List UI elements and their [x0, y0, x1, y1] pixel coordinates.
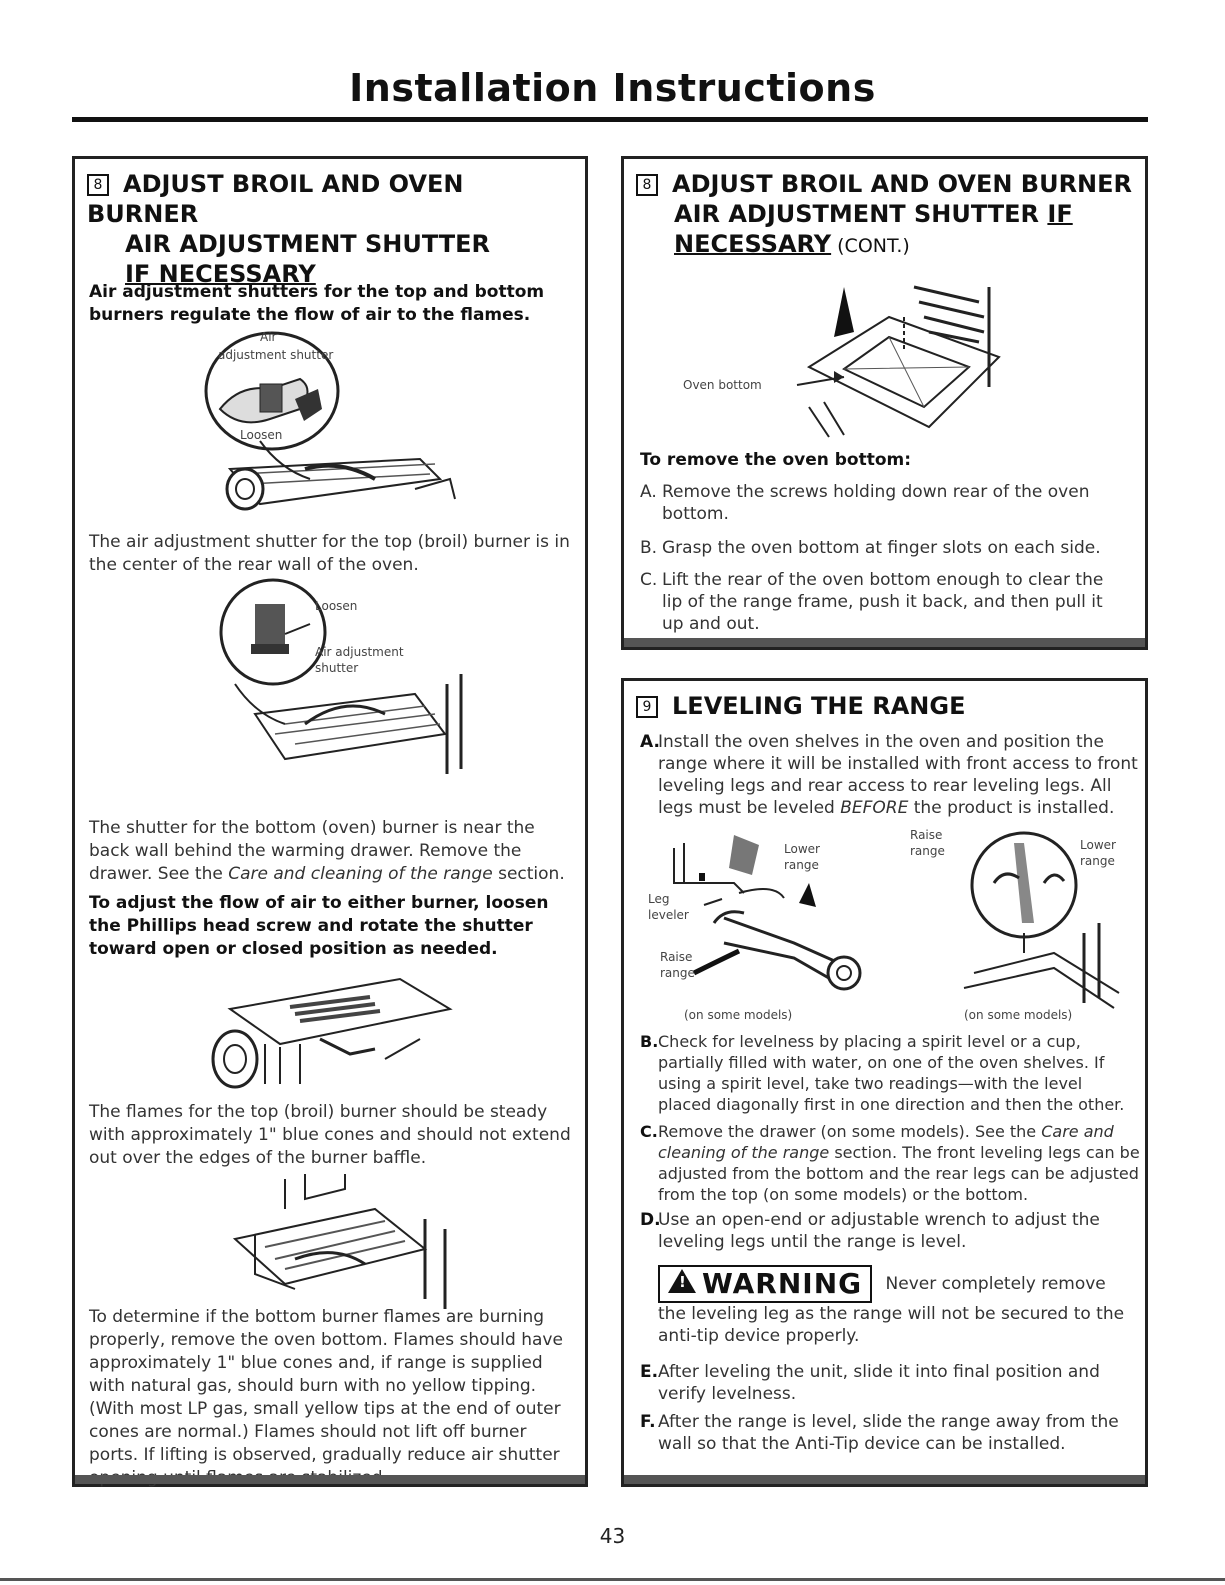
left-para-4: The flames for the top (broil) burner should be steady with approximately 1" blue cones and should not extend out over the edges of the burner baffle.	[89, 1102, 571, 1168]
right-bottom-section-heading: 9 LEVELING THE RANGE	[636, 691, 1136, 721]
caption-on-some-models: (on some models)	[964, 1008, 1073, 1022]
step-number-badge: 9	[636, 696, 658, 718]
left-para-1: The air adjustment shutter for the top (broil) burner is in the center of the rear wall of the oven.	[89, 532, 570, 575]
leveling-step-b: B. Check for levelness by placing a spirit level or a cup, partially filled with water, on one of the oven shelves. If using a spirit level, take two readings—with the level placed diagonally first in one direction and then the other.	[640, 1032, 1125, 1114]
right-top-section-heading: 8 ADJUST BROIL AND OVEN BURNER AIR ADJUSTMENT SHUTTER IF NECESSARY (CONT.)	[636, 169, 1136, 261]
label-range: range	[660, 966, 695, 980]
page-number: 43	[599, 1524, 626, 1548]
label-raise: Raise	[910, 828, 943, 842]
step-number-badge: 8	[87, 174, 109, 196]
burner-flame-illustration	[200, 959, 460, 1089]
leveling-step-d: D. Use an open-end or adjustable wrench to adjust the leveling legs until the range is level.	[640, 1210, 1100, 1252]
oven-bottom-illustration	[679, 277, 1039, 447]
page-title: Installation Instructions	[349, 66, 876, 110]
title-divider	[72, 117, 1148, 122]
leveling-step-a: A. Install the oven shelves in the oven and position the range where it will be installed with front access to front leveling legs and rear access to rear leveling legs. All legs must be leveled BEFORE the product is installed.	[640, 732, 1138, 818]
step-number-badge: 8	[636, 174, 658, 196]
caption-on-some-models: (on some models)	[684, 1008, 793, 1022]
label-air-adjustment: Air adjustment	[315, 645, 404, 659]
left-para-2: The shutter for the bottom (oven) burner is near the back wall behind the warming drawer. Remove the drawer. See the Care and cleaning of the range section.	[89, 818, 565, 884]
label-range: range	[1080, 854, 1115, 868]
label-lower: Lower	[1080, 838, 1116, 852]
left-section-box	[72, 156, 588, 1487]
right-top-section-box	[621, 156, 1148, 650]
left-intro: Air adjustment shutters for the top and bottom burners regulate the flow of air to the flames.	[89, 282, 545, 325]
broil-shutter-illustration	[200, 329, 460, 519]
remove-oven-bottom-title: To remove the oven bottom:	[640, 450, 912, 470]
rear-leveling-leg-illustration	[904, 823, 1144, 1023]
remove-step-a: A. Remove the screws holding down rear of the oven bottom.	[640, 482, 1090, 524]
warning-label: !WARNING	[658, 1265, 872, 1303]
label-air: Air	[260, 330, 277, 344]
label-range: range	[784, 858, 819, 872]
label-shutter: shutter	[315, 661, 359, 675]
label-loosen: Loosen	[240, 428, 283, 442]
label-leg: Leg	[648, 892, 670, 906]
warning-block: !WARNING Never completely remove the leveling leg as the range will not be secured to the anti-tip device properly.	[658, 1265, 1138, 1347]
label-leveler: leveler	[648, 908, 689, 922]
leveling-step-c: C. Remove the drawer (on some models). See the Care and cleaning of the range section. The front leveling legs can be adjusted from the bottom and the rear legs can be adjusted from the top (on some models) or the bottom.	[640, 1122, 1140, 1204]
remove-step-c: C. Lift the rear of the oven bottom enough to clear the lip of the range frame, push it back, and then pull it up and out.	[640, 570, 1104, 634]
leveling-step-f: F. After the range is level, slide the range away from the wall so that the Anti-Tip device can be installed.	[640, 1412, 1119, 1454]
leveling-step-e: E. After leveling the unit, slide it into final position and verify levelness.	[640, 1362, 1100, 1404]
oven-shutter-illustration	[215, 574, 475, 774]
label-lower: Lower	[784, 842, 820, 856]
warning-triangle-icon	[668, 1269, 696, 1293]
label-loosen: Loosen	[315, 599, 358, 613]
label-oven-bottom: Oven bottom	[683, 378, 762, 392]
left-para-3: To adjust the flow of air to either burner, loosen the Phillips head screw and rotate the shutter toward open or closed position as needed.	[89, 893, 549, 959]
remove-step-b: B. Grasp the oven bottom at finger slots on each side.	[640, 538, 1101, 558]
right-bottom-section-box	[621, 678, 1148, 1487]
left-section-heading: 8 ADJUST BROIL AND OVEN BURNER AIR ADJUSTMENT SHUTTER IF NECESSARY	[87, 170, 491, 288]
broil-burner-baffle-illustration	[195, 1169, 455, 1309]
bottom-divider	[0, 1578, 1225, 1581]
label-raise: Raise	[660, 950, 693, 964]
label-adjustment-shutter: adjustment shutter	[218, 348, 334, 362]
leveling-leg-wrench-illustration	[644, 823, 894, 1023]
label-range: range	[910, 844, 945, 858]
left-para-5: To determine if the bottom burner flames are burning properly, remove the oven bottom. Flames should have approximately 1" blue cones and, if range is supplied with natural gas, should burn with no yellow tipping. (With most LP gas, small yellow tips at the end of outer cones are normal.) Flames should not lift off burner ports. If lifting is observed, gradually reduce air shutter	[89, 1307, 563, 1465]
